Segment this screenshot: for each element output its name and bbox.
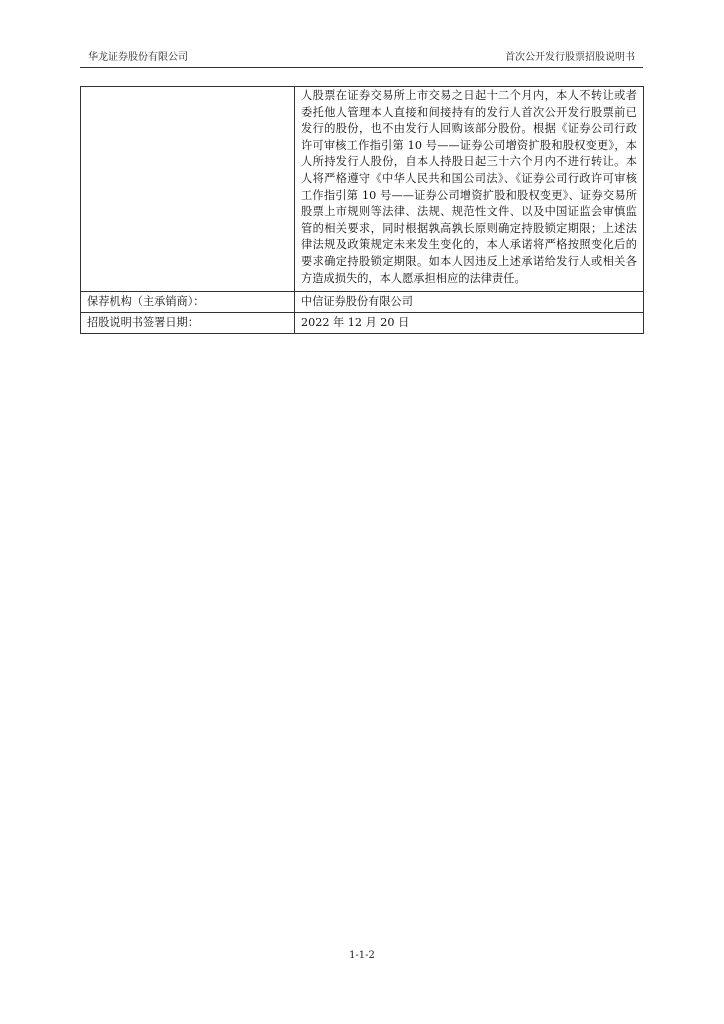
commitment-text: 人股票在证券交易所上市交易之日起十二个月内，本人不转让或者委托他人管理本人直接和间接持有的发行人首次公开发行股票前已发行的股份，也不由发行人回购该部分股份。根据《证券公司行政许可审核工作指引第 10 号——证券公司增资扩股和股权变更》，本人所持发行人股份，自本人持股日起三十六个月内不进行转让。本人将严格遵守《中华人民共和国公司法》、《证券公司行政许可审核工作指引第 10 号——证券公司增资扩股和股权变更》、证券交易所股票上市规则等法律、法规、规范性文件、以及中国证监会审慎监管的相关要求，同时根据孰高孰长原则确定持股锁定期限；上述法律法规及政策规定未来发生变化的，本人承诺将严格按照变化后的要求确定持股锁定期限。如本人因违反上述承诺给发行人或相关各方造成损失的，本人愿承担相应的法律责任。 bbox=[301, 89, 637, 285]
table-row bbox=[81, 87, 644, 292]
page-number: 1-1-2 bbox=[349, 950, 375, 961]
sponsor-value: 中信证券股份有限公司 bbox=[295, 292, 644, 313]
commitment-cell bbox=[295, 87, 644, 292]
sponsor-label: 保荐机构（主承销商）： bbox=[81, 292, 295, 313]
company-name: 华龙证券股份有限公司 bbox=[88, 52, 188, 63]
table-row bbox=[81, 313, 644, 334]
empty-label-cell bbox=[81, 87, 295, 292]
page-header bbox=[80, 51, 643, 66]
info-table bbox=[80, 86, 644, 334]
signing-date-value: 2022 年 12 月 20 日 bbox=[295, 313, 644, 334]
header-divider bbox=[80, 67, 643, 68]
signing-date-label: 招股说明书签署日期： bbox=[81, 313, 295, 334]
table-row bbox=[81, 292, 644, 313]
document-title: 首次公开发行股票招股说明书 bbox=[505, 52, 635, 63]
